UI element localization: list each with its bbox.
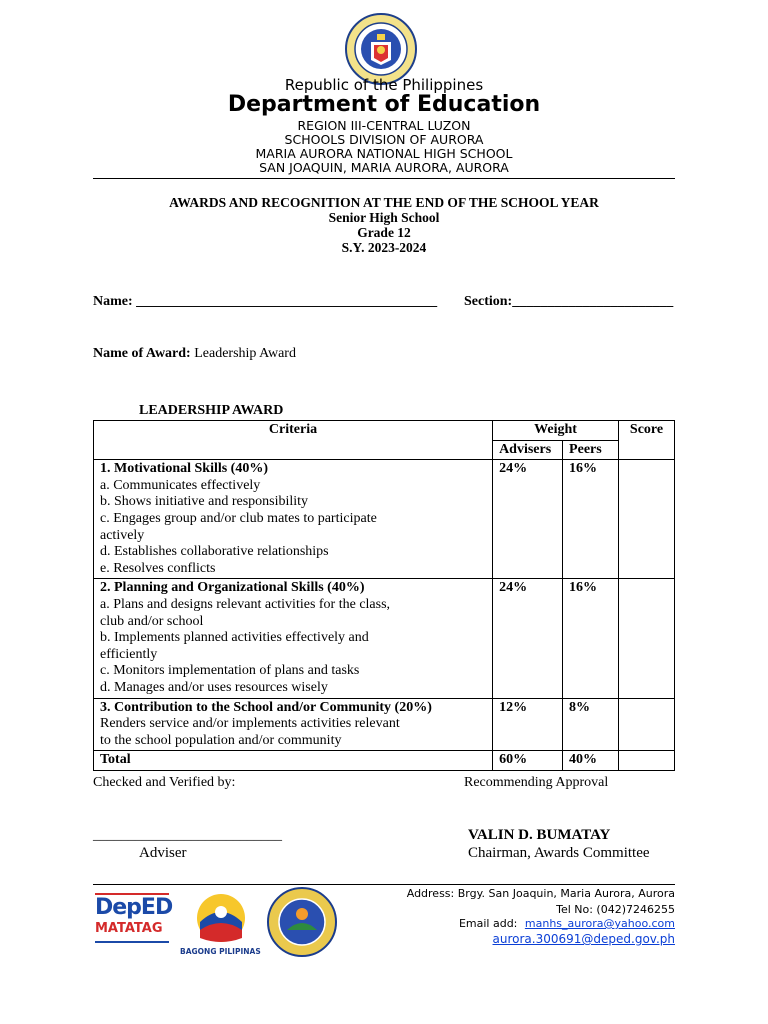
division-line: SCHOOLS DIVISION OF AURORA bbox=[284, 132, 484, 147]
republic-line: Republic of the Philippines bbox=[284, 76, 484, 94]
criteria-table bbox=[93, 420, 675, 771]
total-label: Total bbox=[94, 751, 493, 771]
table-row bbox=[94, 460, 675, 579]
school-line: MARIA AURORA NATIONAL HIGH SCHOOL bbox=[255, 146, 513, 161]
criteria-line: actively bbox=[100, 527, 145, 543]
adviser-title: Adviser bbox=[139, 845, 187, 861]
award-name-value: Leadership Award bbox=[194, 346, 296, 361]
peers-weight: 8% bbox=[563, 698, 619, 751]
footer-email-label: Email add: bbox=[458, 917, 518, 930]
checked-by-label: Checked and Verified by: bbox=[93, 775, 236, 790]
criteria-line: to the school population and/or community bbox=[100, 732, 342, 748]
score-cell[interactable] bbox=[619, 460, 675, 579]
score-cell[interactable] bbox=[619, 698, 675, 751]
criteria-cell bbox=[94, 579, 493, 698]
weight-header: Weight bbox=[493, 421, 619, 441]
criteria-cell bbox=[94, 698, 493, 751]
footer-email-link-2[interactable]: aurora.300691@deped.gov.ph bbox=[492, 932, 675, 946]
address-line: SAN JOAQUIN, MARIA AURORA, AURORA bbox=[259, 160, 509, 175]
score-cell[interactable] bbox=[619, 579, 675, 698]
criteria-line: e. Resolves conflicts bbox=[100, 560, 216, 576]
criteria-heading: 1. Motivational Skills (40%) bbox=[100, 461, 269, 477]
school-seal-logo bbox=[265, 886, 339, 958]
criteria-heading: 2. Planning and Organizational Skills (40%) bbox=[100, 580, 365, 596]
footer-email-link-1[interactable]: manhs_aurora@yahoo.com bbox=[524, 917, 675, 930]
region-line: REGION III-CENTRAL LUZON bbox=[297, 118, 471, 133]
bagong-pilipinas-text: BAGONG PILIPINAS bbox=[180, 947, 261, 956]
peers-weight: 16% bbox=[563, 460, 619, 579]
criteria-line: b. Implements planned activities effectively and bbox=[100, 630, 369, 646]
criteria-line: c. Monitors implementation of plans and tasks bbox=[100, 663, 360, 679]
advisers-weight: 24% bbox=[493, 460, 563, 579]
adviser-signature-line: ___________________________ bbox=[93, 828, 282, 843]
deped-matatag-logo bbox=[95, 892, 173, 956]
criteria-heading: 3. Contribution to the School and/or Community (20%) bbox=[100, 699, 432, 715]
deped-seal-logo bbox=[344, 12, 418, 86]
school-year-title: S.Y. 2023-2024 bbox=[341, 240, 427, 255]
total-score-cell[interactable] bbox=[619, 751, 675, 771]
footer-address: Address: Brgy. San Joaquin, Maria Aurora, Aurora bbox=[406, 887, 675, 900]
award-name-row bbox=[93, 346, 296, 362]
footer-email-row bbox=[459, 917, 675, 930]
table-caption: LEADERSHIP AWARD bbox=[139, 403, 284, 418]
grade-title: Grade 12 bbox=[357, 225, 411, 240]
recommending-label: Recommending Approval bbox=[464, 775, 609, 790]
header-divider bbox=[93, 178, 675, 179]
criteria-line: b. Shows initiative and responsibility bbox=[100, 494, 309, 510]
criteria-line: Renders service and/or implements activities relevant bbox=[100, 716, 400, 732]
criteria-cell bbox=[94, 460, 493, 579]
section-field[interactable]: Section:_______________________ bbox=[464, 294, 674, 309]
award-title: AWARDS AND RECOGNITION AT THE END OF THE SCHOOL YEAR bbox=[169, 195, 599, 210]
footer-divider bbox=[93, 884, 675, 885]
advisers-weight: 12% bbox=[493, 698, 563, 751]
criteria-line: club and/or school bbox=[100, 613, 204, 629]
advisers-header: Advisers bbox=[493, 440, 563, 460]
table-row bbox=[94, 579, 675, 698]
deped-logo-text: DepED bbox=[95, 895, 173, 920]
criteria-header: Criteria bbox=[94, 421, 493, 460]
chairman-name: VALIN D. BUMATAY bbox=[468, 827, 611, 843]
criteria-line: efficiently bbox=[100, 646, 158, 662]
total-row bbox=[94, 751, 675, 771]
chairman-title: Chairman, Awards Committee bbox=[468, 845, 650, 861]
criteria-line: a. Communicates effectively bbox=[100, 477, 261, 493]
matatag-logo-text: MATATAG bbox=[95, 921, 163, 936]
advisers-weight: 24% bbox=[493, 579, 563, 698]
table-row bbox=[94, 698, 675, 751]
criteria-line: d. Establishes collaborative relationships bbox=[100, 544, 329, 560]
level-title: Senior High School bbox=[328, 210, 440, 225]
department-title: Department of Education bbox=[227, 92, 541, 117]
criteria-line: c. Engages group and/or club mates to participate bbox=[100, 510, 377, 526]
peers-weight: 16% bbox=[563, 579, 619, 698]
criteria-line: d. Manages and/or uses resources wisely bbox=[100, 679, 328, 695]
score-header: Score bbox=[619, 421, 675, 460]
bagong-pilipinas-logo bbox=[190, 892, 252, 944]
award-name-label: Name of Award: bbox=[93, 346, 191, 361]
peers-header: Peers bbox=[563, 440, 619, 460]
footer-tel: Tel No: (042)7246255 bbox=[556, 903, 675, 916]
name-field[interactable]: Name: ___________________________________________ bbox=[93, 294, 438, 309]
criteria-line: a. Plans and designs relevant activities for the class, bbox=[100, 596, 391, 612]
total-advisers: 60% bbox=[493, 751, 563, 771]
total-peers: 40% bbox=[563, 751, 619, 771]
